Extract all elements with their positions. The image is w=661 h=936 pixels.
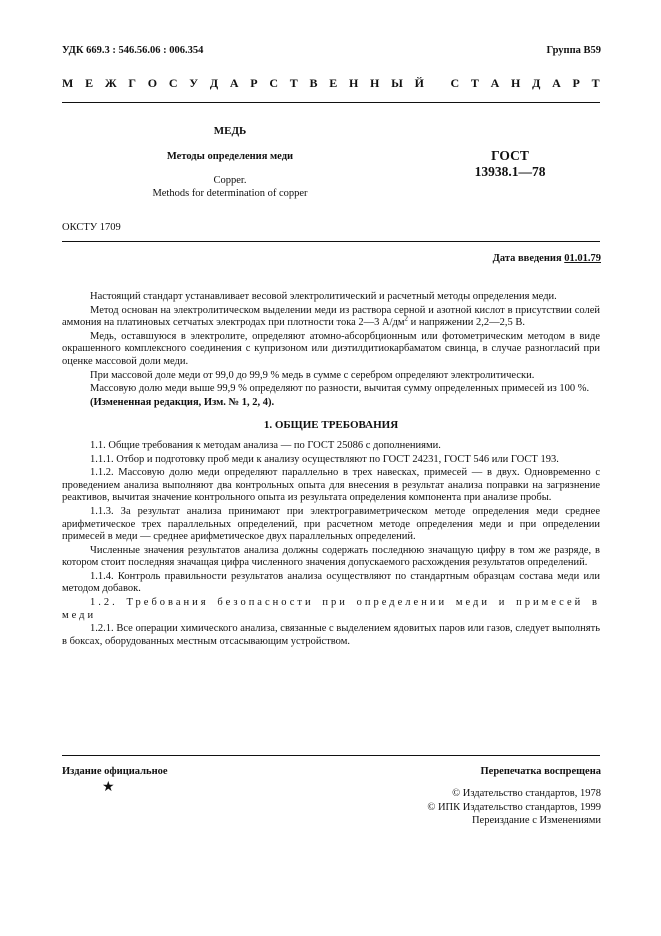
banner-letter: С <box>450 76 460 90</box>
amendment-note: (Измененная редакция, Изм. № 1, 2, 4). <box>90 396 275 408</box>
group-code: Группа B59 <box>546 45 601 56</box>
paragraph: При массовой доле меди от 99,0 до 99,9 % медь в сумме с серебром определяют электролитически. <box>90 369 535 381</box>
paragraph: 1.1.2. Массовую долю меди определяют параллельно в трех навесках, примесей — в двух. Одновременно с проведением анализа выполняют два контрольных опыта для внесения в результат анализа поправки на загрязнение реактивов, вычитая значение контрольного опыта из результата определения компонента при анализе пробы. <box>62 467 600 504</box>
okstu-rule <box>62 241 600 242</box>
banner-letter: Т <box>289 76 298 90</box>
banner-letter: Е <box>85 76 94 90</box>
introduction-date: Дата введения 01.01.79 <box>492 253 601 264</box>
banner-letter: Н <box>511 76 521 90</box>
reprint-prohibited: Перепечатка воспрещена <box>480 766 601 777</box>
banner-letter: Й <box>414 76 424 90</box>
paragraph: Метод основан на электролитическом выделении меди из раствора серной и азотной кислот в присутствии солей аммония на платиновых сетчатых электродах при плотности тока 2—3 $А/дм^2$ и напряжении 2,2—2,5 В. <box>62 304 600 329</box>
banner-letter: Е <box>329 76 338 90</box>
footer-rule <box>62 755 600 756</box>
banner-letter: Т <box>470 76 479 90</box>
banner-letter: Г <box>128 76 137 90</box>
title-block <box>100 125 360 200</box>
document-title: МЕДЬ <box>213 125 247 137</box>
banner-letter: С <box>269 76 278 90</box>
paragraph: Массовую долю меди выше 99,9 % определяют по разности, вычитая сумму определенных примесей из 100 %. <box>90 383 590 395</box>
english-title: Copper. Methods for determination of copper <box>152 175 308 199</box>
okstu-code: ОКСТУ 1709 <box>62 222 121 233</box>
paragraph: 1.1.3. За результат анализа принимают при электрогравиметрическом методе определения меди среднее арифметическое трех параллельных определений, при расчетном методе определения меди и при определении примесей в меди — среднее арифметическое двух параллельных определений. <box>62 505 600 543</box>
paragraph: 1.2.1. Все операции химического анализа, связанные с выделением ядовитых паров или газов, следует выполнять в боксах, оборудованных местным отсасывающим устройством. <box>62 623 600 647</box>
paragraph: 1.1.1. Отбор и подготовку проб меди к анализу осуществляют по ГОСТ 24231, ГОСТ 546 или ГОСТ 193. <box>90 453 559 465</box>
document-subtitle: Методы определения меди <box>166 151 294 162</box>
banner-letter: Д <box>209 76 219 90</box>
official-edition: Издание официальное <box>62 766 168 777</box>
banner-letter: Н <box>348 76 359 90</box>
banner-letter: А <box>490 76 500 90</box>
paragraph: 1.1.4. Контроль правильности результатов анализа осуществляют по стандартным образцам состава меди или методом добавок. <box>62 570 600 595</box>
banner-letter: Р <box>250 76 258 90</box>
banner-letter: А <box>552 76 561 90</box>
body-text <box>62 291 600 648</box>
banner-letter: Ы <box>391 76 403 90</box>
copyright-block: © Издательство стандартов, 1978 © ИПК Издательство стандартов, 1999 Переиздание с Изменениями <box>427 788 601 826</box>
paragraph: Численные значения результатов анализа должны содержать последнюю значащую цифру в том же разряде, в котором стоит последняя значащая цифра численного значения допускаемого расхождения результатов определений. <box>62 544 600 569</box>
banner-letter <box>436 76 439 91</box>
banner-letter: Н <box>370 76 380 90</box>
banner-letter: С <box>168 76 178 90</box>
paragraph: Настоящий стандарт устанавливает весовой электролитический и расчетный методы определения меди. <box>90 291 557 302</box>
subsection-heading: 1.2. Требования безопасности при определении меди и примесей в меди <box>62 597 600 621</box>
udk-code: УДК 669.3 : 546.56.06 : 006.354 <box>62 45 204 56</box>
banner-letter: М <box>62 76 74 90</box>
section-heading: 1. ОБЩИЕ ТРЕБОВАНИЯ <box>263 419 399 432</box>
banner-letter: Ж <box>104 76 117 90</box>
banner-letter: У <box>189 76 199 90</box>
banner-letter: Д <box>532 76 541 90</box>
star-icon: ★ <box>102 780 115 795</box>
banner-letter: В <box>309 76 318 90</box>
paragraph: 1.1. Общие требования к методам анализа — по ГОСТ 25086 с дополнениями. <box>90 439 441 451</box>
banner-letter: О <box>147 76 158 90</box>
banner-letter: Р <box>572 76 580 90</box>
header-rule <box>62 102 600 103</box>
interstate-standard-banner <box>62 76 600 91</box>
banner-letter: Т <box>591 76 600 90</box>
paragraph: Медь, оставшуюся в электролите, определяют атомно-абсорбционным или фотометрическим методом в виде окрашенного комплексного соединения с купризоном или диэтилдитиокарбаматом свинца, в случае разногласий при оценке массовой доли меди. <box>62 330 600 367</box>
gost-number: ГОСТ 13938.1—78 <box>474 148 546 179</box>
banner-letter: А <box>229 76 239 90</box>
